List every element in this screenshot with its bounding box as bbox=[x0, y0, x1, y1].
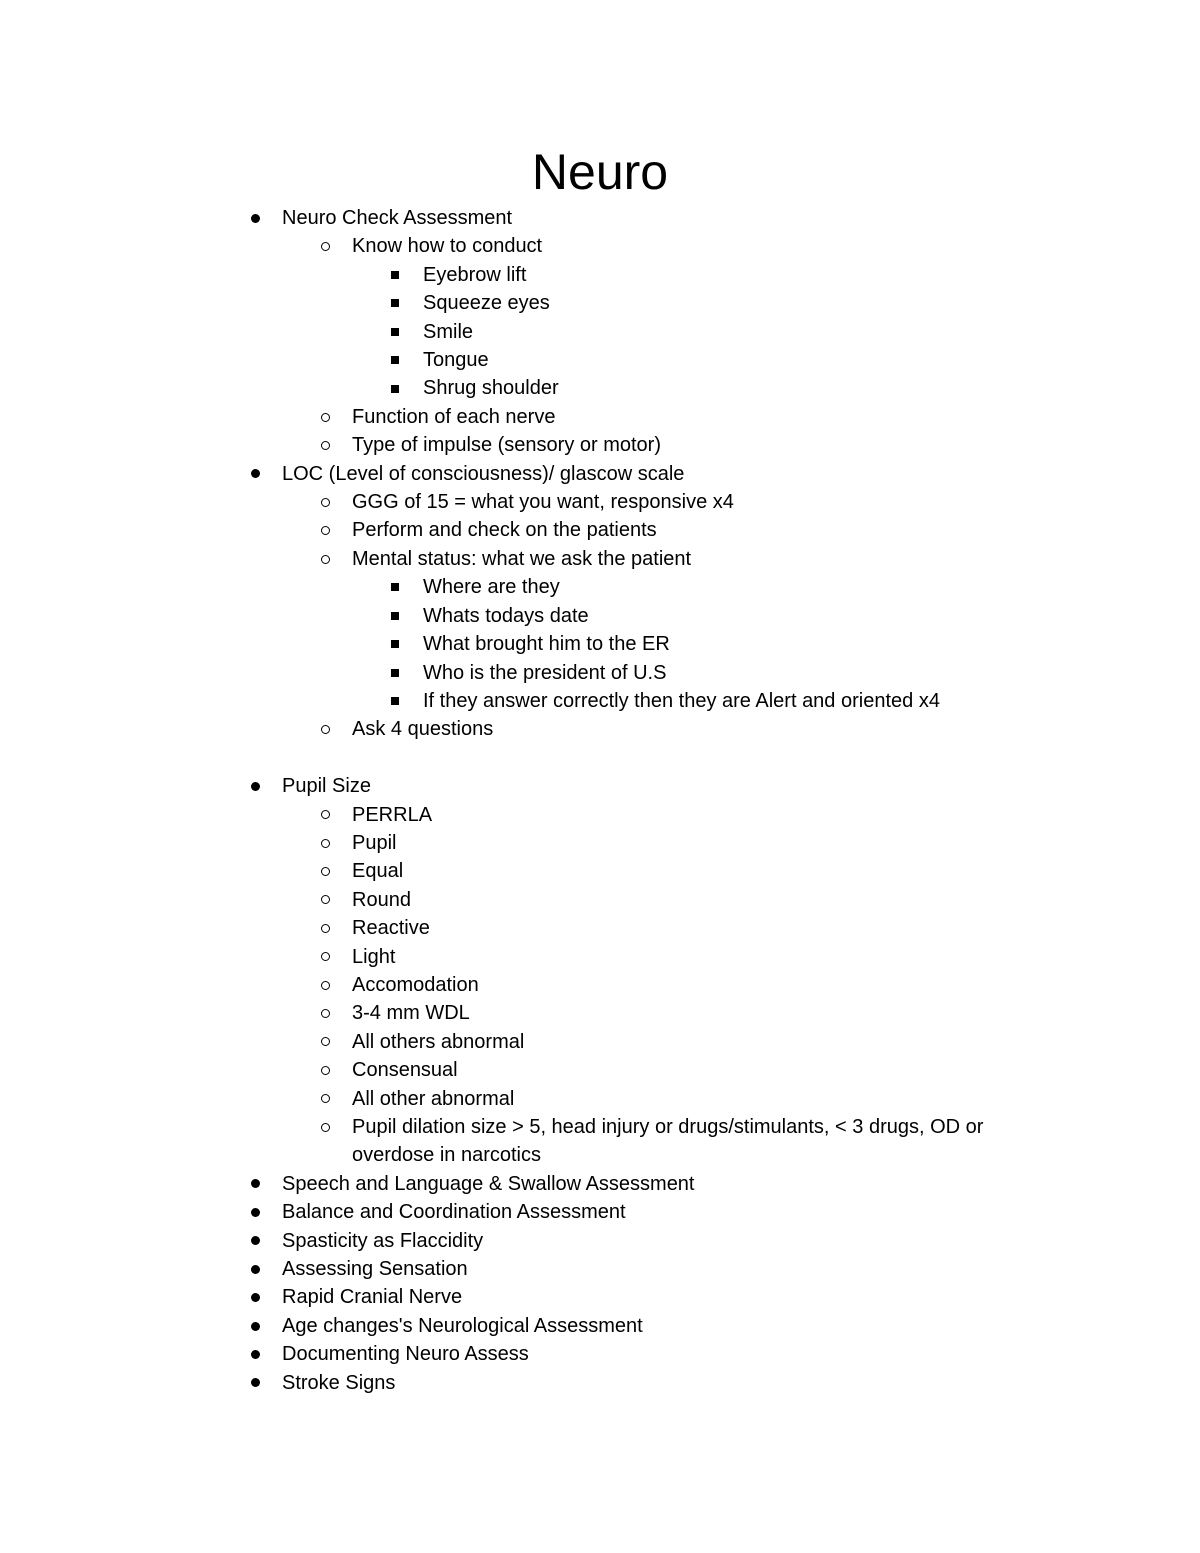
list-item-text: Pupil dilation size > 5, head injury or drugs/stimulants, < 3 drugs, OD or overdose in narcotics bbox=[352, 1115, 984, 1167]
list-item-text: PERRLA bbox=[352, 803, 433, 826]
list-item-text: LOC (Level of consciousness)/ glascow scale bbox=[282, 462, 685, 485]
list-item-text: Eyebrow lift bbox=[423, 263, 527, 286]
list-item-text: Assessing Sensation bbox=[282, 1258, 468, 1281]
list-item-text: Light bbox=[352, 945, 396, 968]
bullet-marker bbox=[317, 232, 333, 260]
list-item-level-1 bbox=[0, 1369, 1200, 1397]
bullet-marker bbox=[247, 1340, 263, 1368]
bullet-marker bbox=[317, 431, 333, 459]
hollow-circle-bullet-icon bbox=[321, 1066, 330, 1075]
list-item-text: Speech and Language & Swallow Assessment bbox=[282, 1172, 695, 1195]
list-item-text: Shrug shoulder bbox=[423, 377, 559, 400]
bullet-outline bbox=[0, 204, 1200, 1397]
list-item-text: Who is the president of U.S bbox=[423, 661, 667, 684]
hollow-circle-bullet-icon bbox=[321, 1009, 330, 1018]
filled-disc-bullet-icon bbox=[251, 1293, 260, 1302]
list-item-text: Squeeze eyes bbox=[423, 292, 550, 315]
filled-square-bullet-icon bbox=[391, 271, 399, 279]
bullet-marker bbox=[387, 573, 403, 601]
list-item-text: Accomodation bbox=[352, 973, 479, 996]
list-item-level-2 bbox=[0, 232, 1052, 260]
bullet-marker bbox=[317, 516, 333, 544]
list-item-level-2 bbox=[0, 914, 1052, 942]
filled-disc-bullet-icon bbox=[251, 782, 260, 791]
list-item-level-2 bbox=[0, 999, 1052, 1027]
list-item-text: Neuro Check Assessment bbox=[282, 207, 513, 229]
bullet-marker bbox=[317, 914, 333, 942]
bullet-marker bbox=[317, 1028, 333, 1056]
list-item-level-1 bbox=[0, 460, 1200, 488]
filled-disc-bullet-icon bbox=[251, 1236, 260, 1245]
bullet-marker bbox=[317, 488, 333, 516]
filled-square-bullet-icon bbox=[391, 356, 399, 364]
hollow-circle-bullet-icon bbox=[321, 924, 330, 933]
bullet-marker bbox=[317, 1085, 333, 1113]
list-item-level-3 bbox=[0, 318, 1200, 346]
list-item-level-3 bbox=[0, 573, 1200, 601]
list-item-level-2 bbox=[0, 971, 1052, 999]
list-item-text: Type of impulse (sensory or motor) bbox=[352, 434, 661, 457]
bullet-marker bbox=[247, 1255, 263, 1283]
hollow-circle-bullet-icon bbox=[321, 952, 330, 961]
list-item-level-1 bbox=[0, 1340, 1200, 1368]
list-item-level-1 bbox=[0, 1198, 1200, 1226]
bullet-marker bbox=[247, 1369, 263, 1397]
list-item-level-1 bbox=[0, 1170, 1200, 1198]
bullet-marker bbox=[247, 1227, 263, 1255]
list-item-level-1 bbox=[0, 1255, 1200, 1283]
list-item-level-2 bbox=[0, 943, 1052, 971]
bullet-marker bbox=[247, 460, 263, 488]
list-item-text: Tongue bbox=[423, 349, 489, 372]
list-item-text: Round bbox=[352, 888, 411, 911]
list-item-level-3 bbox=[0, 630, 1200, 658]
bullet-marker bbox=[317, 715, 333, 743]
list-item-text: All others abnormal bbox=[352, 1030, 525, 1053]
list-item-text: What brought him to the ER bbox=[423, 633, 670, 656]
filled-disc-bullet-icon bbox=[251, 469, 260, 478]
list-item-level-3 bbox=[0, 659, 1200, 687]
list-item-level-1 bbox=[0, 1227, 1200, 1255]
list-item-level-2 bbox=[0, 1056, 1052, 1084]
list-item-level-2 bbox=[0, 801, 1052, 829]
hollow-circle-bullet-icon bbox=[321, 413, 330, 422]
filled-disc-bullet-icon bbox=[251, 1265, 260, 1274]
bullet-marker bbox=[317, 801, 333, 829]
filled-disc-bullet-icon bbox=[251, 1378, 260, 1387]
page-title: Neuro bbox=[531, 144, 669, 200]
bullet-marker bbox=[317, 829, 333, 857]
bullet-marker bbox=[247, 204, 263, 232]
list-item-text: All other abnormal bbox=[352, 1087, 515, 1110]
hollow-circle-bullet-icon bbox=[321, 839, 330, 848]
blank-line bbox=[0, 744, 1200, 772]
list-item-level-1 bbox=[0, 1283, 1200, 1311]
hollow-circle-bullet-icon bbox=[321, 1094, 330, 1103]
hollow-circle-bullet-icon bbox=[321, 1037, 330, 1046]
bullet-marker bbox=[317, 1056, 333, 1084]
list-item-level-1 bbox=[0, 204, 1200, 232]
list-item-text: Reactive bbox=[352, 917, 430, 940]
filled-square-bullet-icon bbox=[391, 669, 399, 677]
filled-disc-bullet-icon bbox=[251, 1350, 260, 1359]
bullet-marker bbox=[247, 1312, 263, 1340]
list-item-text: Perform and check on the patients bbox=[352, 519, 657, 542]
hollow-circle-bullet-icon bbox=[321, 867, 330, 876]
list-item-level-3 bbox=[0, 374, 1200, 402]
list-item-level-2 bbox=[0, 857, 1052, 885]
list-item-text: Know how to conduct bbox=[352, 235, 543, 258]
list-item-text: Smile bbox=[423, 320, 474, 343]
list-item-text: Ask 4 questions bbox=[352, 718, 494, 741]
list-item-level-2 bbox=[0, 1085, 1052, 1113]
list-item-text: Age changes's Neurological Assessment bbox=[282, 1314, 643, 1337]
bullet-marker bbox=[387, 687, 403, 715]
bullet-marker bbox=[317, 886, 333, 914]
filled-square-bullet-icon bbox=[391, 385, 399, 393]
bullet-marker bbox=[387, 289, 403, 317]
filled-disc-bullet-icon bbox=[251, 1179, 260, 1188]
filled-square-bullet-icon bbox=[391, 640, 399, 648]
list-item-text: Pupil Size bbox=[282, 775, 371, 798]
filled-square-bullet-icon bbox=[391, 299, 399, 307]
hollow-circle-bullet-icon bbox=[321, 441, 330, 450]
list-item-level-2 bbox=[0, 886, 1052, 914]
filled-square-bullet-icon bbox=[391, 612, 399, 620]
list-item-level-2 bbox=[0, 715, 1052, 743]
list-item-level-2 bbox=[0, 488, 1052, 516]
bullet-marker bbox=[387, 261, 403, 289]
list-item-level-2 bbox=[0, 516, 1052, 544]
list-item-text: Consensual bbox=[352, 1059, 458, 1082]
list-item-text: Whats todays date bbox=[423, 604, 589, 627]
list-item-text: Spasticity as Flaccidity bbox=[282, 1229, 484, 1252]
hollow-circle-bullet-icon bbox=[321, 526, 330, 535]
bullet-marker bbox=[247, 1198, 263, 1226]
list-item-level-3 bbox=[0, 261, 1200, 289]
hollow-circle-bullet-icon bbox=[321, 242, 330, 251]
list-item-text: Rapid Cranial Nerve bbox=[282, 1286, 463, 1309]
list-item-text: Equal bbox=[352, 860, 404, 883]
list-item-text: Mental status: what we ask the patient bbox=[352, 547, 692, 570]
list-item-level-1 bbox=[0, 1312, 1200, 1340]
list-item-text: If they answer correctly then they are Alert and oriented x4 bbox=[423, 689, 940, 712]
hollow-circle-bullet-icon bbox=[321, 981, 330, 990]
list-item-text: Function of each nerve bbox=[352, 405, 556, 428]
filled-disc-bullet-icon bbox=[251, 1208, 260, 1217]
bullet-marker bbox=[387, 318, 403, 346]
list-item-level-2 bbox=[0, 431, 1052, 459]
bullet-marker bbox=[387, 659, 403, 687]
list-item-level-1 bbox=[0, 772, 1200, 800]
list-item-text: Documenting Neuro Assess bbox=[282, 1343, 529, 1366]
list-item-level-3 bbox=[0, 289, 1200, 317]
bullet-marker bbox=[387, 602, 403, 630]
list-item-level-2 bbox=[0, 403, 1052, 431]
bullet-marker bbox=[317, 545, 333, 573]
bullet-marker bbox=[247, 1170, 263, 1198]
filled-disc-bullet-icon bbox=[251, 1322, 260, 1331]
hollow-circle-bullet-icon bbox=[321, 1123, 330, 1132]
hollow-circle-bullet-icon bbox=[321, 555, 330, 564]
bullet-marker bbox=[317, 403, 333, 431]
bullet-marker bbox=[247, 1283, 263, 1311]
bullet-marker bbox=[247, 772, 263, 800]
bullet-marker bbox=[317, 971, 333, 999]
bullet-marker bbox=[387, 346, 403, 374]
filled-square-bullet-icon bbox=[391, 697, 399, 705]
list-item-text: GGG of 15 = what you want, responsive x4 bbox=[352, 491, 734, 514]
list-item-level-3 bbox=[0, 687, 1200, 715]
list-item-text: Stroke Signs bbox=[282, 1371, 396, 1394]
filled-square-bullet-icon bbox=[391, 583, 399, 591]
list-item-level-3 bbox=[0, 346, 1200, 374]
bullet-marker bbox=[317, 1113, 333, 1141]
bullet-marker bbox=[387, 630, 403, 658]
filled-disc-bullet-icon bbox=[251, 214, 260, 223]
bullet-marker bbox=[317, 999, 333, 1027]
list-item-text: Pupil bbox=[352, 831, 397, 854]
list-item-text: 3-4 mm WDL bbox=[352, 1002, 470, 1025]
list-item-text: Balance and Coordination Assessment bbox=[282, 1201, 626, 1224]
hollow-circle-bullet-icon bbox=[321, 895, 330, 904]
list-item-level-3 bbox=[0, 602, 1200, 630]
list-item-level-2 bbox=[0, 1028, 1052, 1056]
hollow-circle-bullet-icon bbox=[321, 810, 330, 819]
bullet-marker bbox=[317, 943, 333, 971]
list-item-level-2 bbox=[0, 1113, 1052, 1170]
hollow-circle-bullet-icon bbox=[321, 498, 330, 507]
list-item-level-2 bbox=[0, 829, 1052, 857]
filled-square-bullet-icon bbox=[391, 328, 399, 336]
hollow-circle-bullet-icon bbox=[321, 725, 330, 734]
list-item-text: Where are they bbox=[423, 576, 560, 599]
list-item-level-2 bbox=[0, 545, 1052, 573]
bullet-marker bbox=[317, 857, 333, 885]
bullet-marker bbox=[387, 374, 403, 402]
